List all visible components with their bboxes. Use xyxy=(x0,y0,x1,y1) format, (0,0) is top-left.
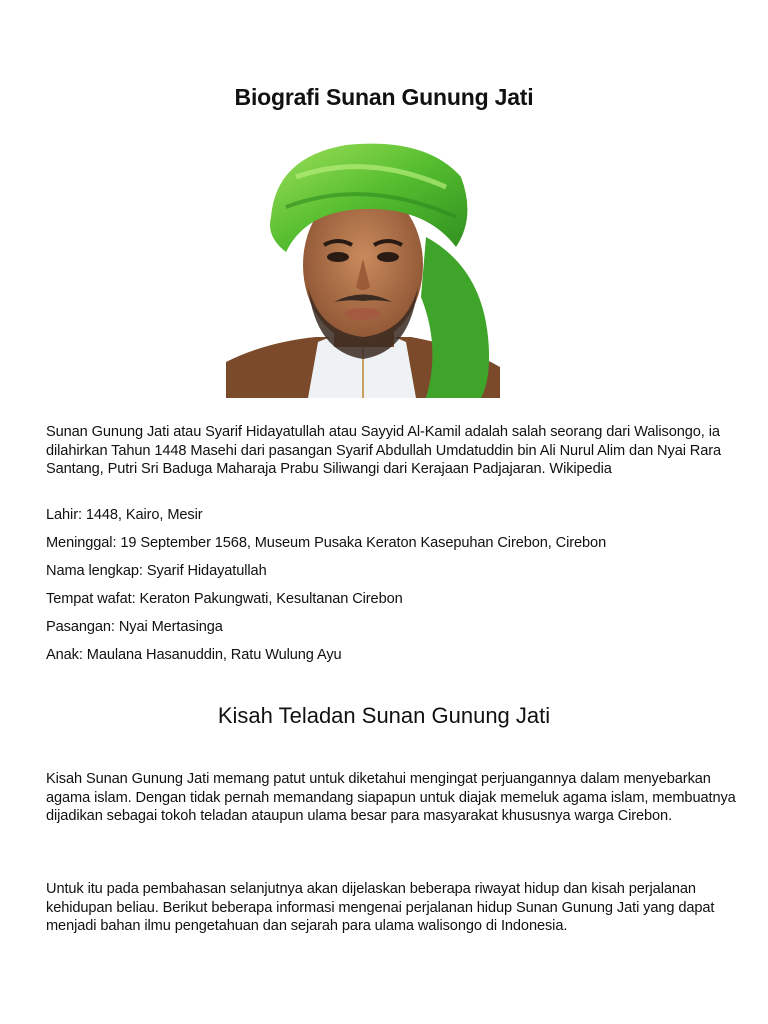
section-heading: Kisah Teladan Sunan Gunung Jati xyxy=(217,703,551,728)
fact-place-of-death: Tempat wafat: Keraton Pakungwati, Kesultanan Cirebon xyxy=(46,591,403,607)
fact-children: Anak: Maulana Hasanuddin, Ratu Wulung Ayu xyxy=(46,647,342,663)
story-paragraph-2: Untuk itu pada pembahasan selanjutnya akan dijelaskan beberapa riwayat hidup dan kisah perjalanan kehidupan beliau. Berikut beberapa informasi mengenai perjalanan hidup Sunan Gunung Jati yang dapat menjadi bahan ilmu pengetahuan dan sejarah para ulama walisongo di Indonesia. xyxy=(46,881,715,935)
story-paragraph-1: Kisah Sunan Gunung Jati memang patut untuk diketahui mengingat perjuangannya dalam menyebarkan agama islam. Dengan tidak pernah memandang siapapun untuk diajak memeluk agama islam, membuatnya dijadikan sebagai tokoh teladan ataupun ulama besar para masyarakat khususnya warga Cirebon. xyxy=(46,771,736,825)
intro-paragraph: Sunan Gunung Jati atau Syarif Hidayatullah atau Sayyid Al-Kamil adalah salah seorang dari Walisongo, ia dilahirkan Tahun 1448 Masehi dari pasangan Syarif Abdullah Umdatuddin bin Ali Nurul Alim dan Nyai Rara Santang, Putri Sri Baduga Maharaja Prabu Siliwangi dari Kerajaan Padjajaran. Wikipedia xyxy=(46,424,722,478)
page-title: Biografi Sunan Gunung Jati xyxy=(234,84,534,110)
portrait-illustration xyxy=(226,137,500,398)
portrait-image xyxy=(226,137,500,398)
fact-died: Meninggal: 19 September 1568, Museum Pusaka Keraton Kasepuhan Cirebon, Cirebon xyxy=(46,535,607,551)
fact-spouse: Pasangan: Nyai Mertasinga xyxy=(46,619,223,635)
fact-full-name: Nama lengkap: Syarif Hidayatullah xyxy=(46,563,267,579)
facts-list xyxy=(46,506,606,674)
fact-born: Lahir: 1448, Kairo, Mesir xyxy=(46,507,203,523)
